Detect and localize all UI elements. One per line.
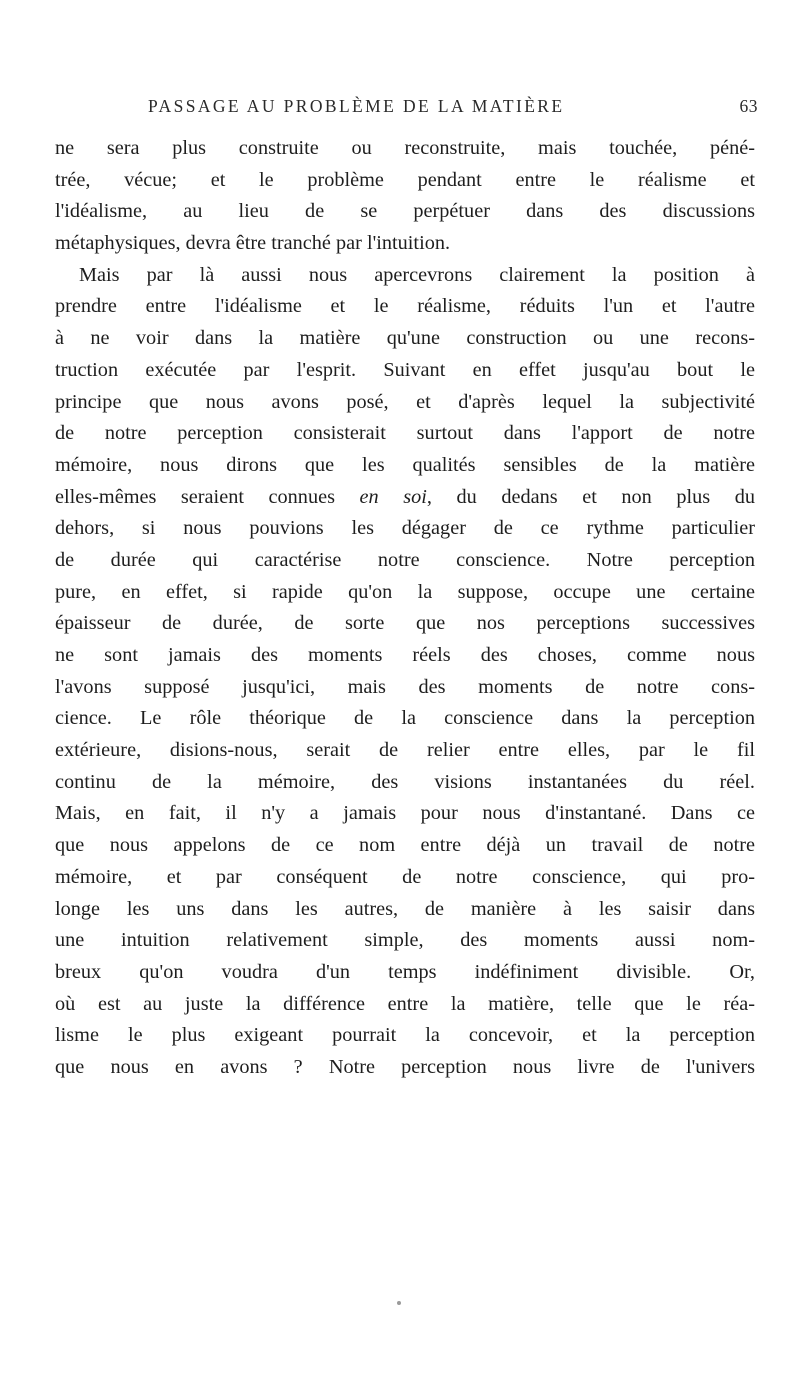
text-line: continu de la mémoire, des visions instantanées du réel. <box>55 770 755 793</box>
running-head <box>148 96 758 120</box>
text-line: épaisseur de durée, de sorte que nos perceptions successives <box>55 612 755 635</box>
text-line: de notre perception consisterait surtout dans l'apport de notre <box>55 422 755 445</box>
text-line: pure, en effet, si rapide qu'on la suppose, occupe une certaine <box>55 580 755 603</box>
text-line: longe les uns dans les autres, de manière à les saisir dans <box>55 897 755 920</box>
text-line: l'idéalisme, au lieu de se perpétuer dans des discussions <box>55 200 755 223</box>
text-line: métaphysiques, devra être tranché par l'intuition. <box>55 232 451 255</box>
text-line: à ne voir dans la matière qu'une construction ou une recons- <box>55 327 755 350</box>
body-text <box>55 133 755 1084</box>
text-line: cience. Le rôle théorique de la conscience dans la perception <box>55 707 755 730</box>
text-line: ne sera plus construite ou reconstruite, mais touchée, péné- <box>55 137 755 159</box>
text-line: dehors, si nous pouvions les dégager de ce rythme particulier <box>55 517 755 540</box>
text-line: l'avons supposé jusqu'ici, mais des moments de notre cons- <box>55 675 755 698</box>
text-line: lisme le plus exigeant pourrait la concevoir, et la perception <box>55 1024 755 1047</box>
text-line: une intuition relativement simple, des moments aussi nom- <box>55 929 755 952</box>
print-speck <box>397 1301 401 1305</box>
text-run: elles-mêmes seraient connues <box>55 485 335 508</box>
text-line-with-italic <box>55 482 755 514</box>
text-line: Mais, en fait, il n'y a jamais pour nous d'instantané. Dans ce <box>55 802 755 825</box>
text-line: trée, vécue; et le problème pendant entre le réalisme et <box>55 168 755 191</box>
text-line: mémoire, nous dirons que les qualités sensibles de la matière <box>55 453 755 476</box>
running-title: PASSAGE AU PROBLÈME DE LA MATIÈRE <box>148 96 565 116</box>
text-line: prendre entre l'idéalisme et le réalisme, réduits l'un et l'autre <box>55 295 755 318</box>
page-number: 63 <box>739 96 758 116</box>
text-line: que nous appelons de ce nom entre déjà un travail de notre <box>55 834 755 857</box>
text-line: truction exécutée par l'esprit. Suivant en effet jusqu'au bout le <box>55 358 755 381</box>
text-line: que nous en avons ? Notre perception nous livre de l'univers <box>55 1055 755 1078</box>
text-line: breux qu'on voudra d'un temps indéfiniment divisible. Or, <box>55 960 755 983</box>
text-run: , du dedans et non plus du <box>426 485 755 508</box>
text-line: extérieure, disions-nous, serait de relier entre elles, par le fil <box>55 739 755 762</box>
italic-phrase: en soi <box>359 485 427 508</box>
text-line: mémoire, et par conséquent de notre conscience, qui pro- <box>55 865 755 888</box>
text-line: de durée qui caractérise notre conscience. Notre perception <box>55 548 755 571</box>
text-line: Mais par là aussi nous apercevrons clairement la position à <box>79 263 755 286</box>
text-line: principe que nous avons posé, et d'après lequel la subjectivité <box>55 390 755 413</box>
text-line: ne sont jamais des moments réels des choses, comme nous <box>55 644 755 666</box>
text-line: où est au juste la différence entre la matière, telle que le réa- <box>55 992 755 1015</box>
